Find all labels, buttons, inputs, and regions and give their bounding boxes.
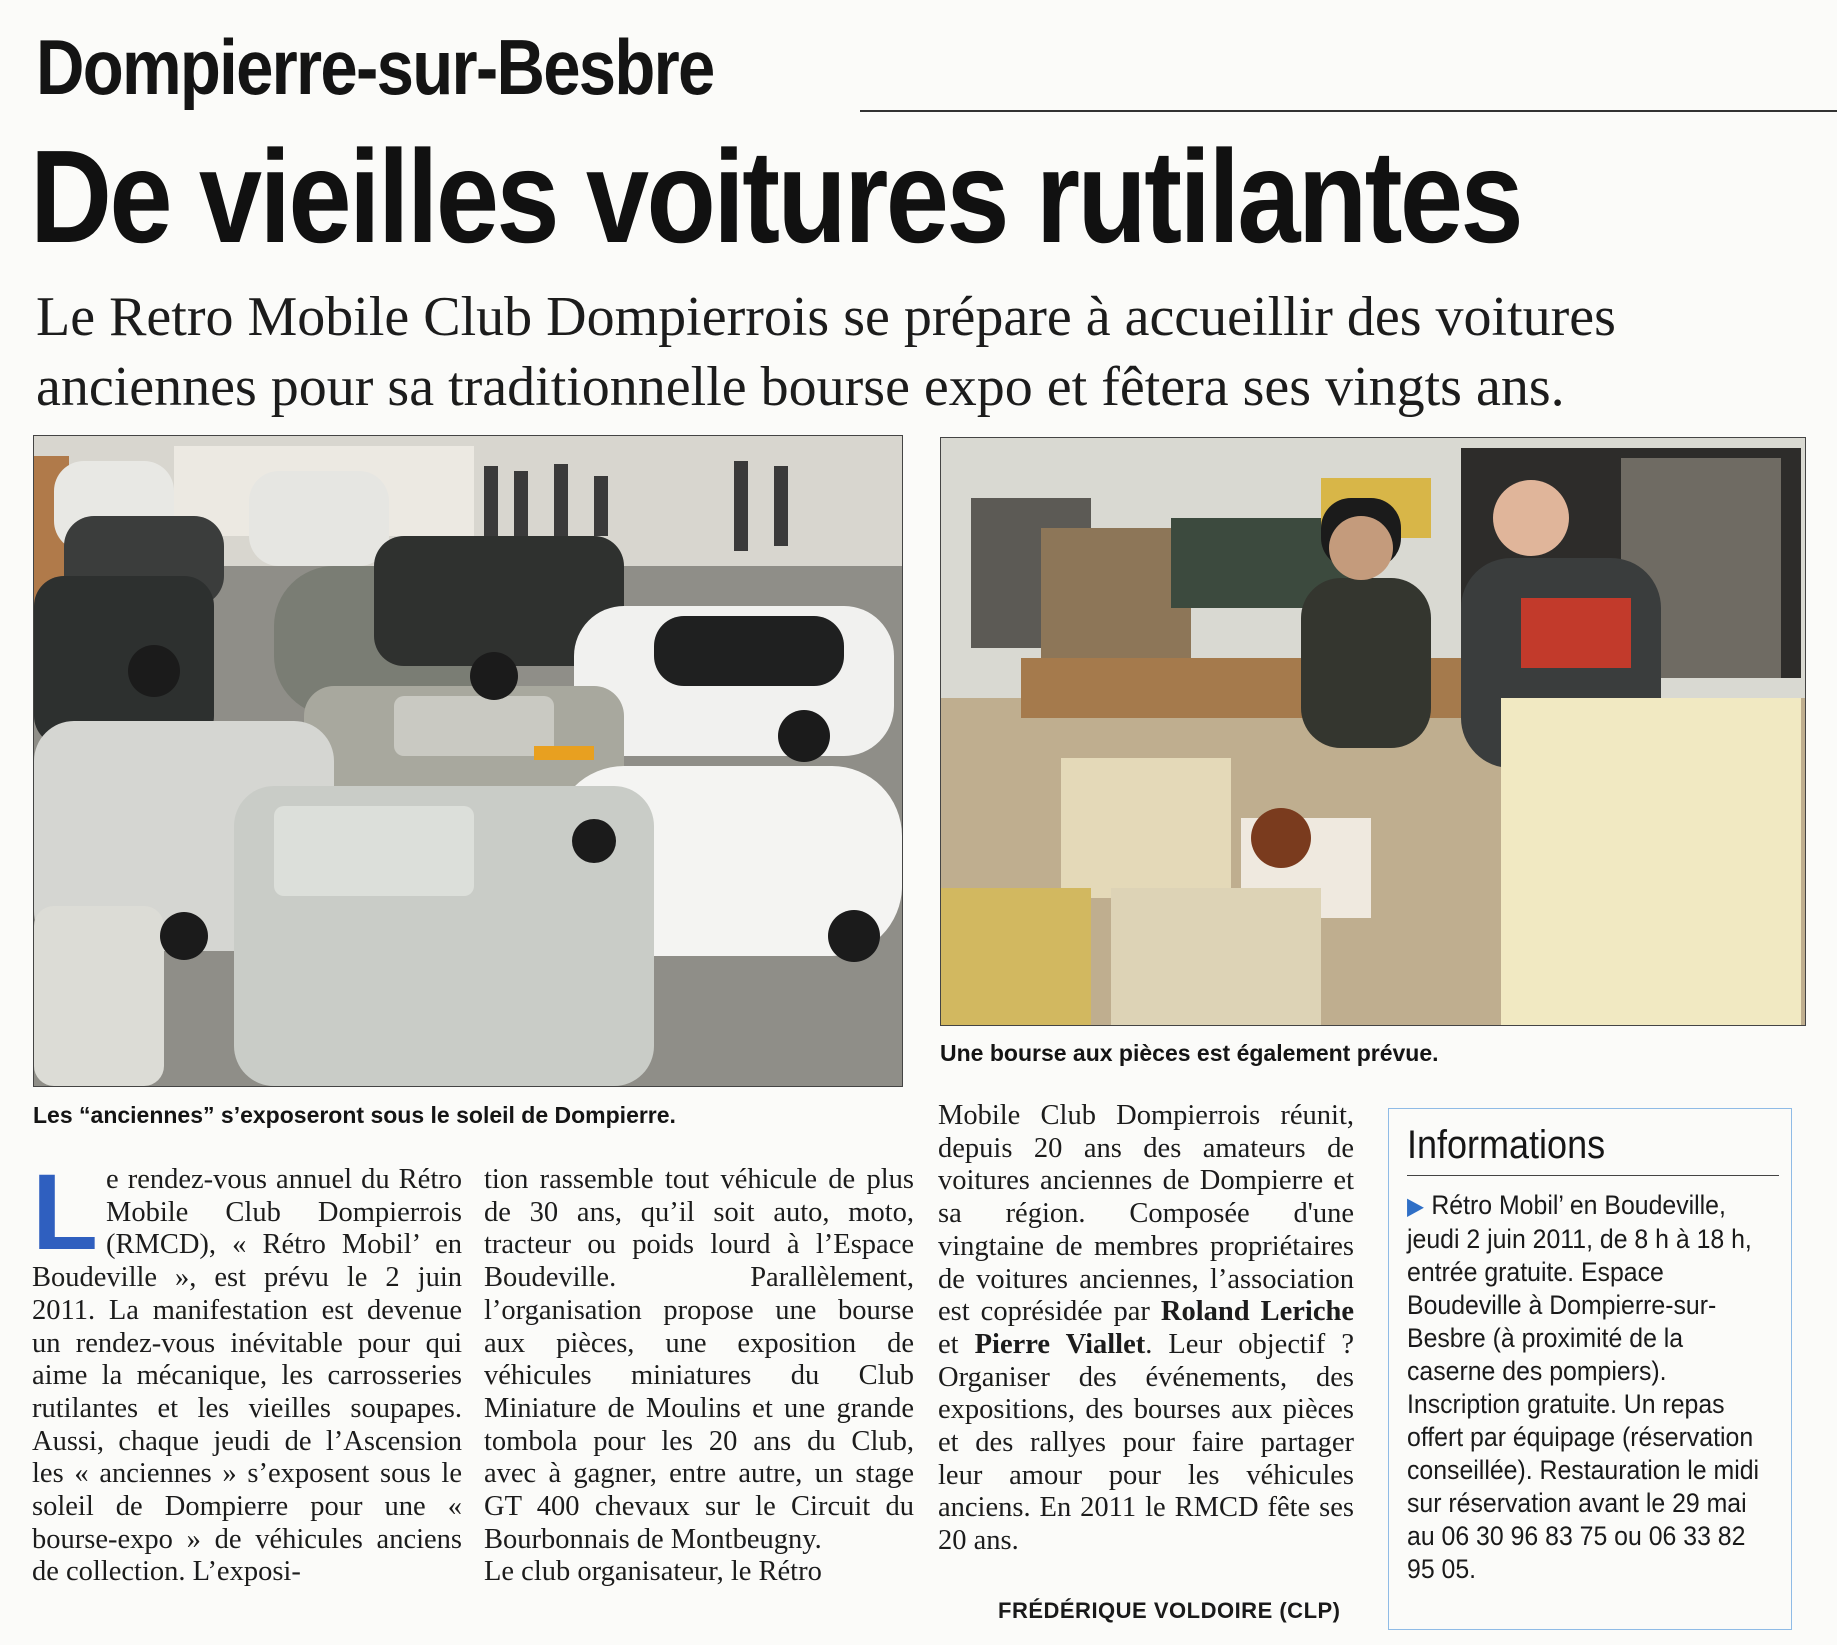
arrow-right-icon: ▶ — [1407, 1193, 1424, 1220]
conjunction: et — [938, 1328, 975, 1360]
article-text-col3a: Mobile Club Dompierrois réunit, depuis 20 ans des amateurs de voitures anciennes de Dompierre et sa région. Composée d'une vingtaine de membres propriétaires de voitures anciennes, l’association est coprésidée par — [938, 1100, 1354, 1328]
info-title: Informations — [1407, 1123, 1606, 1167]
headline: De vieilles voitures rutilantes — [30, 123, 1522, 270]
kicker-rule — [860, 110, 1837, 112]
article-text-col2a: tion rassemble tout véhicule de plus de 30 ans, qu’il soit auto, moto, tracteur ou poids lourd à l’Espace Boudeville. Parallèlement, l’organisation propose une bourse aux pièces, une exposition de véhicules miniatures du Club Miniature de Moulins et une grande tombola pour les 20 ans du Club, avec à gagner, entre autre, un stage GT 400 chevaux sur le Circuit du Bourbonnais de Montbeugny. — [484, 1164, 914, 1555]
standfirst — [36, 282, 1836, 422]
person-name-1: Roland Leriche — [1160, 1296, 1355, 1328]
byline: FRÉDÉRIQUE VOLDOIRE (CLP) — [998, 1598, 1341, 1623]
article-text-col1: e rendez-vous annuel du Rétro Mobile Club Dompierrois (RMCD), « Rétro Mobil’ en Boudeville », est prévu le 2 juin 2011. La manifestation est devenue un rendez-vous inévitable pour qui aime la mécanique, les carrosseries rutilantes et les vieilles soupapes. Aussi, chaque jeudi de l’Ascension les « anciennes » s’exposent sous le soleil de Dompierre pour une « bourse-expo » de véhicules anciens de collection. L’exposi- — [32, 1164, 462, 1588]
caption-left-photo: Les “anciennes” s’exposeront sous le soleil de Dompierre. — [33, 1102, 676, 1128]
article-text-col2b: Le club organisateur, le Rétro — [484, 1556, 822, 1588]
info-box — [1388, 1108, 1792, 1630]
article-column-1 — [32, 1151, 462, 1589]
person-name-2: Pierre Viallet — [974, 1328, 1146, 1360]
info-rule — [1407, 1175, 1779, 1176]
article-column-2 — [484, 1164, 914, 1589]
info-text: Rétro Mobil’ en Boudeville, jeudi 2 juin 2011, de 8 h à 18 h, entrée gratuite. Espace Boudeville à Dompierre-sur-Besbre (à proximité de la caserne des pompiers). Inscription gratuite. Un repas offert par équipage (réservation conseillée). Restauration le midi sur réservation avant le 29 mai au 06 30 96 83 75 ou 06 33 82 95 05. — [1407, 1190, 1760, 1584]
dropcap: L — [32, 1151, 98, 1272]
kicker-location: Dompierre-sur-Besbre — [36, 23, 714, 111]
photo-classic-cars — [33, 435, 903, 1087]
article-text-col3b: . Leur objectif ? Organiser des événements, des expositions, des bourses aux pièces et des rallyes pour faire partager leur amour pour les véhicules anciens. En 2011 le RMCD fête ses 20 ans. — [938, 1328, 1354, 1557]
article-column-3 — [938, 1100, 1354, 1558]
photo-parts-fair — [940, 437, 1806, 1026]
standfirst-line-2: anciennes pour sa traditionnelle bourse expo et fêtera ses vingts ans. — [36, 356, 1565, 418]
info-body — [1407, 1189, 1766, 1586]
standfirst-line-1: Le Retro Mobile Club Dompierrois se prépare à accueillir des voitures — [36, 286, 1616, 348]
caption-right-photo: Une bourse aux pièces est également prévue. — [940, 1040, 1439, 1066]
